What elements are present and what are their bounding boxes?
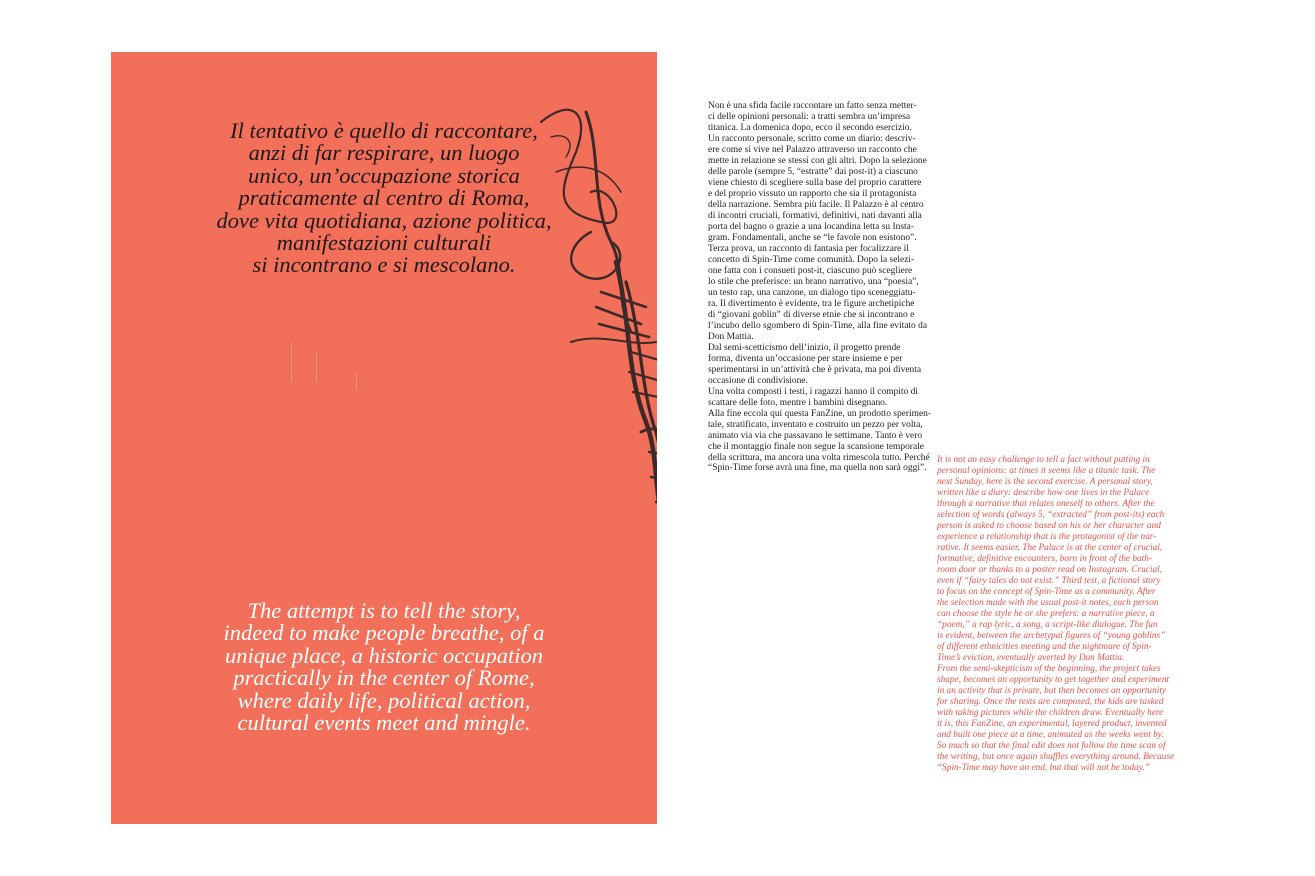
english-quote-line: practically in the center of Rome, — [233, 665, 535, 691]
italian-body-line: Alla fine eccola qui questa FanZine, un prodotto sperimen- — [708, 408, 932, 419]
italian-body-line: gram. Fondamentali, anche se “le favole non esistono”. — [708, 232, 917, 243]
english-quote — [111, 600, 657, 734]
english-quote-line: where daily life, political action, — [237, 687, 531, 713]
paper-scratch — [291, 342, 292, 382]
english-body-line: in an activity that is private, but then becomes an opportunity — [937, 685, 1167, 696]
italian-body-line: animato via via che passavano le settimane. Tanto è vero — [708, 430, 923, 441]
italian-body-line: viene chiesto di scegliere sulla base del proprio carattere — [708, 177, 922, 188]
italian-body-line: mette in relazione se stessi con gli altri. Dopo la selezione — [708, 155, 927, 166]
italian-body-line: un testo rap, una canzone, un dialogo tipo sceneggiatu- — [708, 287, 916, 298]
english-body-line: selection of words (always 5, “extracted” from post-its) each — [937, 509, 1165, 520]
english-body-line: can choose the style he or she prefers: a narrative piece, a — [937, 608, 1155, 619]
italian-body-line: ra. Il divertimento è evidente, tra le figure archetipiche — [708, 298, 915, 309]
italian-body-line: Terza prova, un racconto di fantasia per focalizzare il — [708, 243, 909, 254]
italian-body-line: lo stile che preferisce: un brano narrativo, una “poesia”, — [708, 276, 919, 287]
italian-body-line: e del proprio vissuto un rapporto che sia il protagonista — [708, 188, 917, 199]
english-body-line: shape, becomes an opportunity to get together and experiment — [937, 674, 1170, 685]
italian-body-line: sperimentarsi in un’attività che è privata, ma poi diventa — [708, 364, 922, 375]
english-body-line: through a narrative that relates oneself to others. After the — [937, 498, 1155, 509]
italian-body-line: della narrazione. Sembra più facile. Il Palazzo è al centro — [708, 199, 924, 210]
english-body-line: written like a diary: describe how one lives in the Palace — [937, 487, 1150, 498]
english-body-line: the writing, but once again shuffles everything around. Because — [937, 751, 1175, 762]
english-body-line: the selection made with the usual post-it notes, each person — [937, 597, 1159, 608]
english-body-line: formative, definitive encounters, born in front of the bath- — [937, 553, 1152, 564]
italian-body-line: occasione di condivisione. — [708, 375, 808, 386]
english-body-line: is evident, between the archetypal figures of “young goblins” — [937, 630, 1166, 641]
italian-quote-line: anzi di far respirare, un luogo — [248, 140, 520, 166]
italian-body-line: titanica. La domenica dopo, ecco il secondo esercizio. — [708, 122, 912, 133]
italian-body-line: “Spin-Time forse avrà una fine, ma quella non sarà oggi”. — [708, 463, 927, 474]
italian-body-line: ci delle opinioni personali: a tratti sembra un’impresa — [708, 111, 911, 122]
english-body-line: It is not an easy challenge to tell a fact without putting in — [937, 455, 1150, 465]
italian-body-line: Un racconto personale, scritto come un diario: descriv- — [708, 133, 916, 144]
english-body-line: with taking pictures while the children draw. Eventually here — [937, 707, 1164, 718]
english-body-line: experience a relationship that is the protagonist of the nar- — [937, 531, 1157, 542]
italian-quote-line: manifestazioni culturali — [276, 230, 492, 256]
italian-body-line: che il montaggio finale non segue la scansione temporale — [708, 441, 924, 452]
italian-quote-line: Il tentativo è quello di raccontare, — [230, 118, 538, 143]
english-body-line: for sharing. Once the texts are composed, the kids are tasked — [937, 696, 1164, 707]
italian-body-line: tale, stratificato, inventato e costruito un pezzo per volta, — [708, 419, 923, 430]
italian-body-line: concetto di Spin-Time come comunità. Dopo la selezi- — [708, 254, 915, 265]
english-quote-line: The attempt is to tell the story, — [247, 598, 521, 623]
english-quote-line: unique place, a historic occupation — [224, 642, 544, 668]
english-body-line: “Spin-Time may have an end, but that will not be today.” — [937, 762, 1150, 773]
english-body-text — [937, 455, 1175, 774]
italian-body-line: porta del bagno o grazie a una locandina letta su Insta- — [708, 221, 914, 232]
italian-quote-line: si incontrano e si mescolano. — [252, 252, 516, 278]
italian-body-line: della scrittura, ma ancora una volta rimescola tutto. Perché — [708, 452, 930, 463]
italian-body-line: Dal semi-scetticismo dell’inizio, il progetto prende — [708, 342, 901, 353]
italian-body-line: delle parole (sempre 5, “estratte” dai post-it) a ciascuno — [708, 166, 918, 177]
english-body-line: rative. It seems easier. The Palace is at the center of crucial, — [937, 542, 1163, 553]
italian-body-line: one fatta con i consueti post-it, ciascuno può scegliere — [708, 265, 913, 276]
italian-quote — [111, 120, 657, 277]
italian-quote-line: unico, un’occupazione storica — [248, 162, 520, 188]
italian-body-text — [708, 101, 930, 474]
italian-body-line: l’incubo dello sgombero di Spin-Time, alla fine evitato da — [708, 320, 928, 331]
english-body-line: and built one piece at a time, animated as the weeks went by. — [937, 729, 1164, 740]
english-body-line: person is asked to choose based on his or her character and — [937, 520, 1161, 531]
english-body-line: room door or thanks to a poster read on Instagram. Crucial, — [937, 564, 1163, 575]
english-quote-line: indeed to make people breathe, of a — [223, 620, 545, 646]
italian-body-line: forma, diventa un’occasione per stare insieme e per — [708, 353, 903, 364]
italian-quote-line: dove vita quotidiana, azione politica, — [216, 207, 552, 233]
italian-body-line: Non è una sfida facile raccontare un fatto senza metter- — [708, 101, 917, 111]
italian-body-line: scattare delle foto, mentre i bambini disegnano. — [708, 397, 888, 408]
english-body-line: “poem,” a rap lyric, a song, a script-like dialogue. The fun — [937, 619, 1158, 630]
english-body-line: From the semi-skepticism of the beginning, the project takes — [937, 663, 1161, 674]
english-body-line: personal opinions: at times it seems like a titanic task. The — [937, 465, 1156, 476]
italian-body-line: ere come si vive nel Palazzo attraverso un racconto che — [708, 144, 917, 155]
italian-body-line: di incontri cruciali, formativi, definitivi, nati davanti alla — [708, 210, 922, 221]
paper-scratch — [316, 352, 317, 382]
english-body-line: even if “fairy tales do not exist.” Third test, a fictional story — [937, 575, 1161, 586]
italian-body-line: Don Mattia. — [708, 331, 754, 342]
paper-scratch — [356, 372, 357, 390]
italian-body-line: di “giovani goblin” di diverse etnie che si incontrano e — [708, 309, 915, 320]
red-zine-page — [111, 52, 657, 824]
english-body-line: So much so that the final edit does not follow the time scan of — [937, 740, 1166, 751]
english-body-line: to focus on the concept of Spin-Time as a community. After — [937, 586, 1156, 597]
english-body-line: Time’s eviction, eventually averted by Don Mattia. — [937, 652, 1125, 663]
english-body-line: it is, this FanZine, an experimental, layered product, invented — [937, 718, 1167, 729]
italian-body-line: Una volta composti i testi, i ragazzi hanno il compito di — [708, 386, 918, 397]
english-body-line: of different ethnicities meeting and the nightmare of Spin- — [937, 641, 1152, 652]
english-quote-line: cultural events meet and mingle. — [237, 710, 531, 736]
english-body-line: next Sunday, here is the second exercise. A personal story, — [937, 476, 1153, 487]
italian-quote-line: praticamente al centro di Roma, — [238, 185, 530, 211]
